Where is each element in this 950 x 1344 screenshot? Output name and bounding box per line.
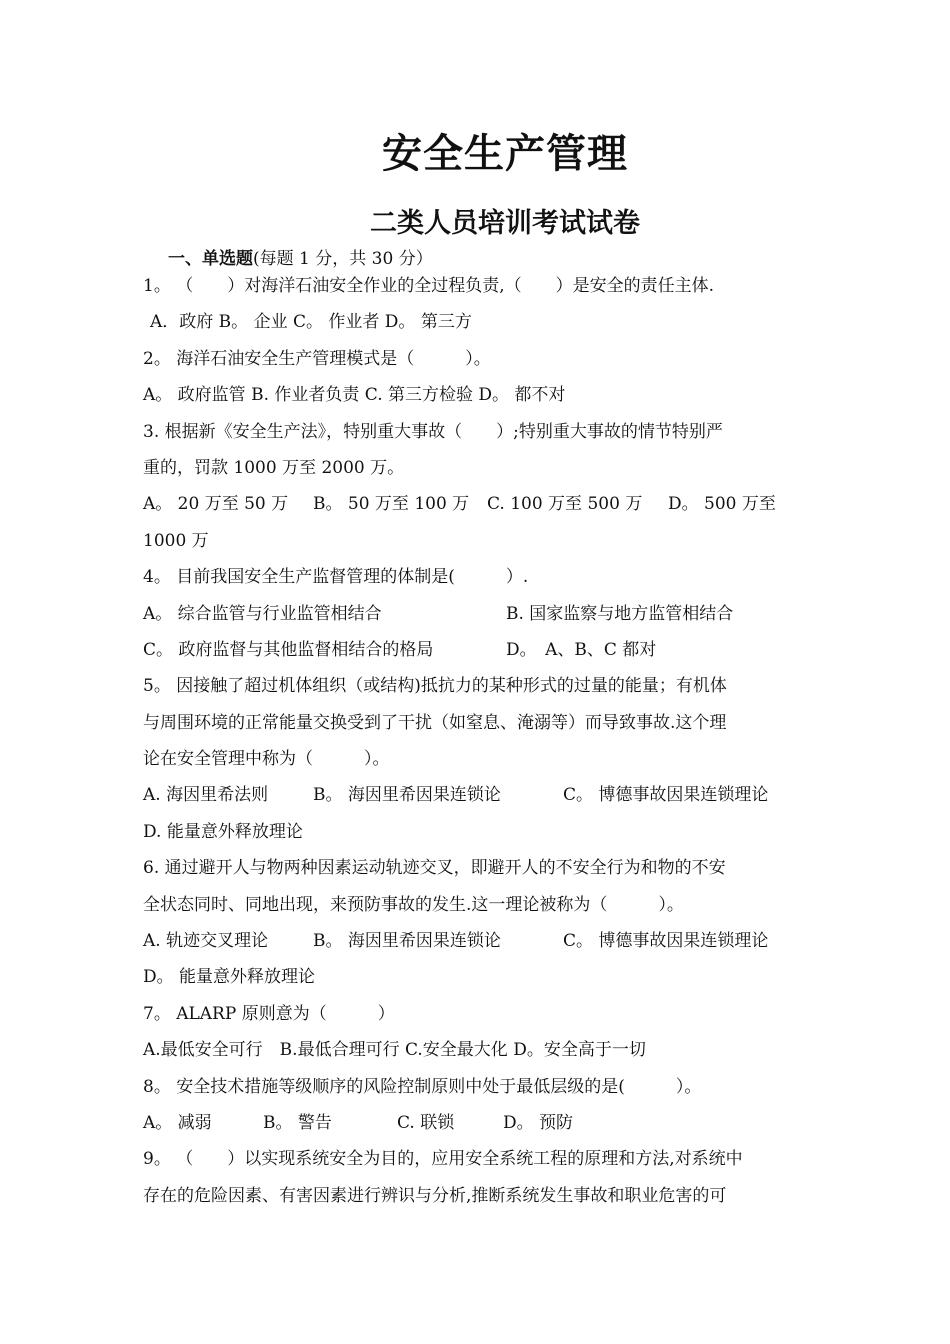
question-list	[143, 268, 811, 1214]
question-5-line-2: 与周围环境的正常能量交换受到了干扰（如窒息、淹溺等）而导致事故.这个理	[143, 712, 727, 733]
section-heading-note: (每题 1 分，共 30 分）	[253, 249, 433, 269]
option-d: D。 预防	[503, 1112, 574, 1133]
question-2: 2。 海洋石油安全生产管理模式是（ ）。	[143, 348, 491, 369]
option-c: C。 政府监督与其他监督相结合的格局	[143, 639, 434, 660]
document-subtitle: 二类人员培训考试试卷	[370, 208, 640, 239]
question-7-options: A.最低安全可行 B.最低合理可行 C.安全最大化 D。安全高于一切	[143, 1040, 646, 1061]
question-7: 7。 ALARP 原则意为（ ）	[143, 1003, 395, 1024]
question-6-line-1: 6. 通过避开人与物两种因素运动轨迹交叉，即避开人的不安全行为和物的不安	[143, 858, 726, 879]
question-5-options-wrap: D. 能量意外释放理论	[143, 821, 303, 842]
option-a: A。 20 万至 50 万	[143, 494, 289, 515]
question-3-options-wrap: 1000 万	[143, 530, 209, 551]
option-c: C。 博德事故因果连锁理论	[563, 785, 769, 806]
question-6-options	[143, 923, 811, 959]
question-6-line-2: 全状态同时、同地出现，来预防事故的发生.这一理论被称为（ ）。	[143, 894, 684, 915]
option-c: C. 100 万至 500 万	[487, 494, 643, 515]
document-title: 安全生产管理	[382, 130, 628, 177]
question-4-options-row-2	[143, 632, 811, 668]
option-a: A。 综合监管与行业监管相结合	[143, 603, 382, 624]
option-c: C。 博德事故因果连锁理论	[563, 931, 769, 952]
question-8-options	[143, 1105, 811, 1141]
question-4-options-row-1	[143, 596, 811, 632]
option-a: A. 轨迹交叉理论	[143, 931, 269, 952]
option-d: D。 500 万至	[668, 494, 776, 515]
question-6-options-wrap: D。 能量意外释放理论	[143, 967, 316, 988]
question-5-line-3: 论在安全管理中称为（ ）。	[143, 749, 390, 770]
option-b: B。 海因里希因果连锁论	[313, 931, 501, 952]
question-9-line-2: 存在的危险因素、有害因素进行辨识与分析,推断系统发生事故和职业危害的可	[143, 1185, 727, 1206]
question-3-options	[143, 486, 811, 522]
question-3-line-2: 重的，罚款 1000 万至 2000 万。	[143, 457, 405, 478]
question-4: 4。 目前我国安全生产监督管理的体制是( ）.	[143, 567, 529, 588]
option-c: C. 联锁	[397, 1112, 455, 1133]
question-1: 1。 （ ）对海洋石油安全作业的全过程负责,（ ）是安全的责任主体.	[143, 276, 715, 296]
option-b: B。 海因里希因果连锁论	[313, 785, 501, 806]
option-a: A. 海因里希法则	[143, 785, 269, 806]
question-3-line-1: 3. 根据新《安全生产法》，特别重大事故（ ）;特别重大事故的情节特别严	[143, 421, 723, 442]
question-9-line-1: 9。 （ ）以实现系统安全为目的，应用安全系统工程的原理和方法,对系统中	[143, 1149, 743, 1170]
option-b: B。 50 万至 100 万	[313, 494, 470, 515]
question-1-options: A．政府 B。 企业 C。 作业者 D。 第三方	[150, 312, 472, 333]
option-d: D。 A、B、C 都对	[506, 639, 657, 660]
question-5-options	[143, 777, 811, 813]
question-8: 8。 安全技术措施等级顺序的风险控制原则中处于最低层级的是( ）。	[143, 1076, 702, 1097]
question-2-options: A。 政府监管 B. 作业者负责 C. 第三方检验 D。 都不对	[143, 385, 566, 406]
section-heading-label: 一、单选题	[168, 249, 253, 269]
option-b: B. 国家监察与地方监管相结合	[506, 603, 734, 624]
option-b: B。 警告	[263, 1112, 332, 1133]
question-5-line-1: 5。 因接触了超过机体组织（或结构)抵抗力的某种形式的过量的能量；有机体	[143, 676, 727, 697]
option-a: A。 减弱	[143, 1112, 212, 1133]
